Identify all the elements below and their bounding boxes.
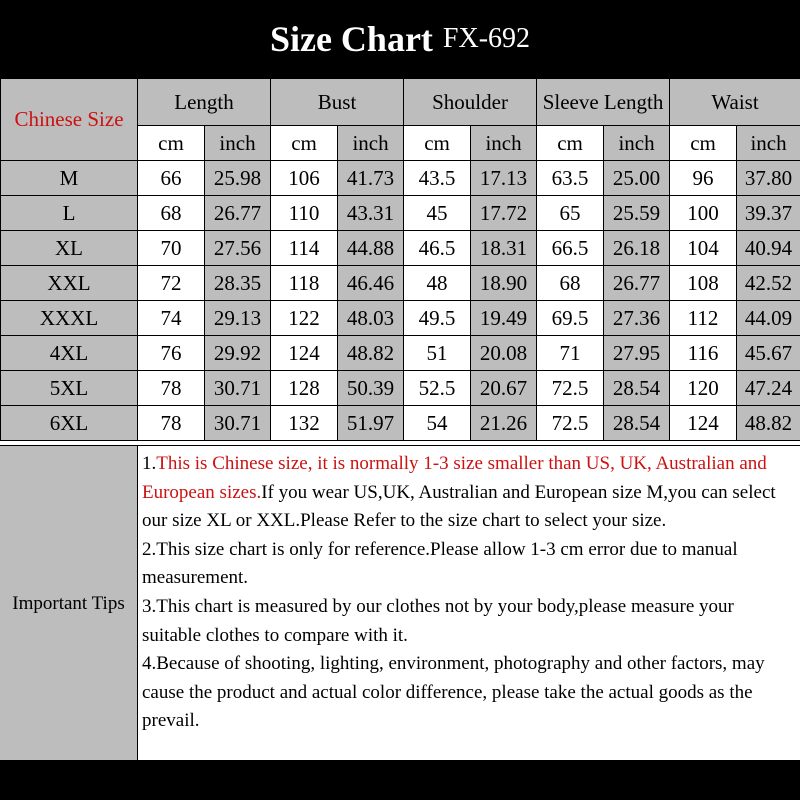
cell-inch: 25.59 <box>604 196 670 231</box>
cell-cm: 70 <box>138 231 205 266</box>
tip-2: 2.This size chart is only for reference.Please allow 1-3 cm error due to manual measurement. <box>142 538 738 589</box>
cell-cm: 63.5 <box>537 161 604 196</box>
size-label: XL <box>1 231 138 266</box>
cell-inch: 17.13 <box>471 161 537 196</box>
tips-body <box>138 446 800 761</box>
cell-cm: 69.5 <box>537 301 604 336</box>
size-label: 6XL <box>1 406 138 441</box>
important-tips <box>0 445 800 761</box>
cell-inch: 48.82 <box>338 336 404 371</box>
cell-inch: 39.37 <box>737 196 800 231</box>
unit-inch: inch <box>338 126 404 161</box>
cell-inch: 43.31 <box>338 196 404 231</box>
cell-inch: 50.39 <box>338 371 404 406</box>
cell-cm: 124 <box>271 336 338 371</box>
cell-cm: 128 <box>271 371 338 406</box>
cell-inch: 26.77 <box>205 196 271 231</box>
cell-cm: 78 <box>138 406 205 441</box>
tip-1-detail: If you wear US,UK, Australian and European size M,you can select our size XL or XXL.Please Refer to the size chart to select your size. <box>142 481 776 532</box>
size-label: 4XL <box>1 336 138 371</box>
group-header-shoulder: Shoulder <box>404 79 537 126</box>
cell-cm: 106 <box>271 161 338 196</box>
cell-cm: 65 <box>537 196 604 231</box>
table-row <box>1 231 800 266</box>
cell-cm: 66 <box>138 161 205 196</box>
table-row <box>1 301 800 336</box>
cell-cm: 72 <box>138 266 205 301</box>
cell-cm: 100 <box>670 196 737 231</box>
cell-cm: 74 <box>138 301 205 336</box>
tip-1-warning: This is Chinese size, it is normally 1-3 size smaller than US, UK, Australian and European sizes. <box>142 453 767 503</box>
unit-cm: cm <box>537 126 604 161</box>
cell-cm: 108 <box>670 266 737 301</box>
unit-inch: inch <box>471 126 537 161</box>
cell-inch: 17.72 <box>471 196 537 231</box>
cell-inch: 18.90 <box>471 266 537 301</box>
cell-inch: 37.80 <box>737 161 800 196</box>
group-header-length: Length <box>138 79 271 126</box>
cell-inch: 41.73 <box>338 161 404 196</box>
group-header-waist: Waist <box>670 79 800 126</box>
cell-cm: 124 <box>670 406 737 441</box>
cell-cm: 52.5 <box>404 371 471 406</box>
chart-header <box>0 0 800 78</box>
cell-inch: 26.77 <box>604 266 670 301</box>
size-label: XXL <box>1 266 138 301</box>
size-label: M <box>1 161 138 196</box>
cell-inch: 51.97 <box>338 406 404 441</box>
cell-cm: 110 <box>271 196 338 231</box>
cell-inch: 27.36 <box>604 301 670 336</box>
cell-inch: 18.31 <box>471 231 537 266</box>
tips-label: Important Tips <box>0 446 138 761</box>
cell-inch: 44.09 <box>737 301 800 336</box>
cell-inch: 48.82 <box>737 406 800 441</box>
size-table <box>0 78 800 441</box>
unit-inch: inch <box>604 126 670 161</box>
cell-inch: 40.94 <box>737 231 800 266</box>
cell-inch: 20.67 <box>471 371 537 406</box>
table-row <box>1 336 800 371</box>
cell-cm: 71 <box>537 336 604 371</box>
cell-cm: 76 <box>138 336 205 371</box>
cell-cm: 112 <box>670 301 737 336</box>
cell-inch: 21.26 <box>471 406 537 441</box>
cell-cm: 114 <box>271 231 338 266</box>
cell-cm: 122 <box>271 301 338 336</box>
cell-inch: 25.00 <box>604 161 670 196</box>
cell-cm: 68 <box>138 196 205 231</box>
cell-inch: 30.71 <box>205 406 271 441</box>
unit-cm: cm <box>271 126 338 161</box>
cell-inch: 47.24 <box>737 371 800 406</box>
size-column-header: Chinese Size <box>1 79 138 161</box>
table-row <box>1 406 800 441</box>
page-title: Size Chart <box>269 19 433 59</box>
cell-inch: 29.13 <box>205 301 271 336</box>
unit-inch: inch <box>205 126 271 161</box>
group-header-sleeve-length: Sleeve Length <box>537 79 670 126</box>
cell-cm: 96 <box>670 161 737 196</box>
cell-inch: 20.08 <box>471 336 537 371</box>
cell-inch: 19.49 <box>471 301 537 336</box>
table-row <box>1 161 800 196</box>
cell-inch: 27.95 <box>604 336 670 371</box>
table-row <box>1 371 800 406</box>
unit-cm: cm <box>404 126 471 161</box>
cell-inch: 29.92 <box>205 336 271 371</box>
cell-inch: 46.46 <box>338 266 404 301</box>
cell-cm: 78 <box>138 371 205 406</box>
table-row <box>1 266 800 301</box>
cell-inch: 28.54 <box>604 371 670 406</box>
cell-inch: 26.18 <box>604 231 670 266</box>
tip-3: 3.This chart is measured by our clothes not by your body,please measure your suitable clothes to compare with it. <box>142 595 734 646</box>
cell-cm: 49.5 <box>404 301 471 336</box>
group-header-bust: Bust <box>271 79 404 126</box>
cell-cm: 43.5 <box>404 161 471 196</box>
cell-inch: 28.35 <box>205 266 271 301</box>
unit-inch: inch <box>737 126 800 161</box>
cell-cm: 68 <box>537 266 604 301</box>
size-label: XXXL <box>1 301 138 336</box>
size-sheet <box>0 78 800 760</box>
tip-1 <box>142 450 792 536</box>
cell-inch: 42.52 <box>737 266 800 301</box>
cell-cm: 72.5 <box>537 406 604 441</box>
cell-cm: 132 <box>271 406 338 441</box>
product-code: FX-692 <box>442 23 531 54</box>
cell-inch: 28.54 <box>604 406 670 441</box>
cell-inch: 45.67 <box>737 336 800 371</box>
cell-inch: 44.88 <box>338 231 404 266</box>
unit-cm: cm <box>670 126 737 161</box>
cell-cm: 46.5 <box>404 231 471 266</box>
size-label: 5XL <box>1 371 138 406</box>
cell-cm: 51 <box>404 336 471 371</box>
size-rows <box>1 161 800 441</box>
size-label: L <box>1 196 138 231</box>
cell-cm: 72.5 <box>537 371 604 406</box>
table-row <box>1 196 800 231</box>
cell-inch: 25.98 <box>205 161 271 196</box>
cell-cm: 66.5 <box>537 231 604 266</box>
cell-cm: 45 <box>404 196 471 231</box>
tip-1-number: 1. <box>142 453 157 474</box>
cell-inch: 27.56 <box>205 231 271 266</box>
cell-cm: 116 <box>670 336 737 371</box>
cell-cm: 118 <box>271 266 338 301</box>
cell-inch: 30.71 <box>205 371 271 406</box>
unit-cm: cm <box>138 126 205 161</box>
tip-4: 4.Because of shooting, lighting, environment, photography and other factors, may cause the product and actual color difference, please take the actual goods as the prevail. <box>142 653 765 732</box>
footer-bar <box>0 760 800 800</box>
cell-cm: 48 <box>404 266 471 301</box>
cell-inch: 48.03 <box>338 301 404 336</box>
cell-cm: 54 <box>404 406 471 441</box>
cell-cm: 120 <box>670 371 737 406</box>
cell-cm: 104 <box>670 231 737 266</box>
